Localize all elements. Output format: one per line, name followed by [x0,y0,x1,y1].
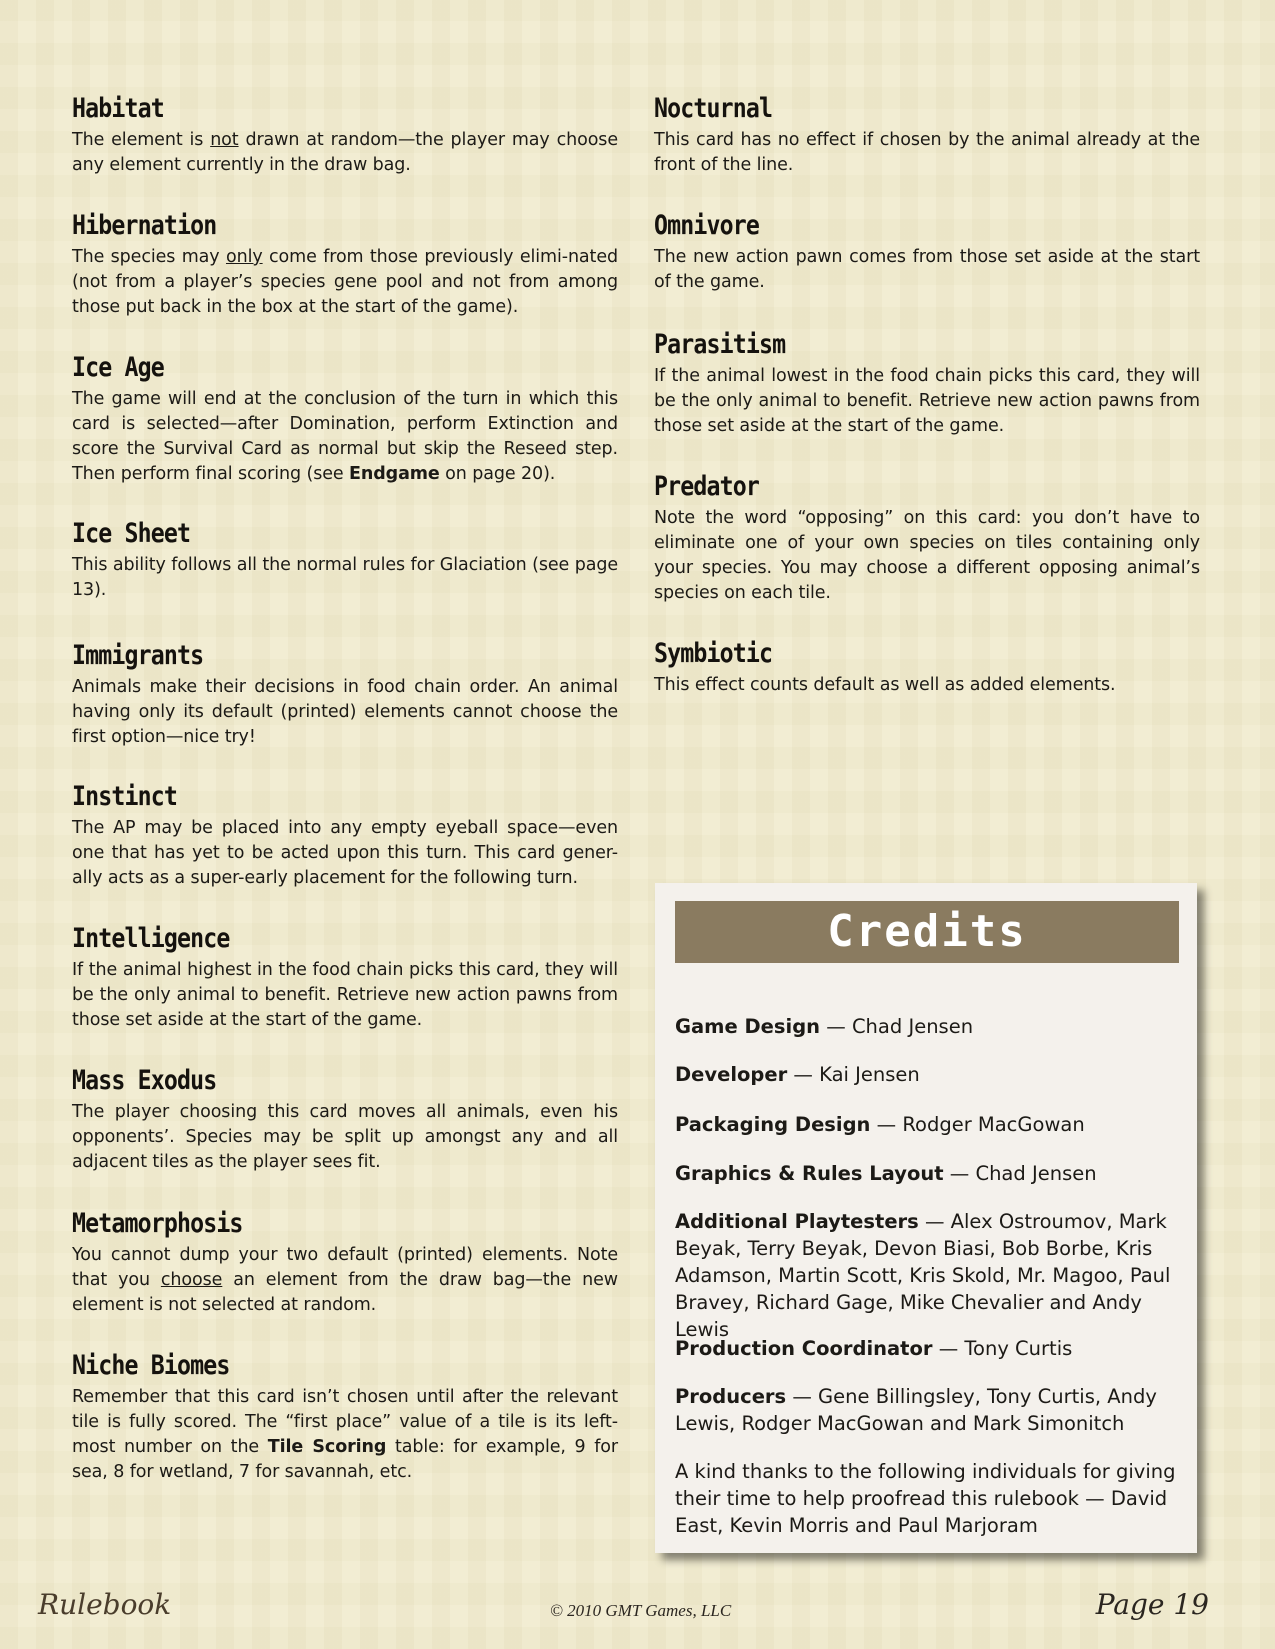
text-run: If the animal highest in the food chain picks this card, they will be the only animal to benefit. Retrieve new action pawns from those set aside at the start of the game. [72,960,618,1030]
entry-text [72,245,618,320]
entry-text [654,673,1200,698]
credit-role: Developer [675,1063,788,1086]
entry-text [72,675,618,750]
entry-title: Ice Age [72,352,164,383]
text-run: drawn at random—the player may choose any element currently in the draw bag. [72,130,618,175]
text-run: Remember that this card isn’t chosen until after the relevant tile is fully scored. The “first place” value of a tile is its left-most number on the [72,1387,618,1457]
credit-developer [675,1061,1185,1088]
text-run: The player choosing this card moves all animals, even his opponents’. Species may be split up amongst any and all adjacent tiles as the player sees fit. [72,1102,618,1172]
footer-page-number: Page 19 [1095,1588,1209,1621]
entry-text [72,387,618,487]
credit-names: — Kai Jensen [787,1063,920,1086]
credit-game-design [675,1013,1185,1040]
entry-text [654,245,1200,295]
entry-instinct [72,780,618,891]
entry-title: Metamorphosis [72,1208,243,1239]
text-run: Tile Scoring [267,1437,387,1457]
text-run: The AP may be placed into any empty eyeball space—even one that has yet to be acted upon this turn. This card gener-ally acts as a super-early placement for the following turn. [72,818,618,888]
credit-role: Game Design [675,1015,821,1038]
entry-title: Intelligence [72,923,230,954]
text-run: on page 20). [439,464,556,484]
credit-names: — Chad Jensen [943,1162,1097,1185]
entry-niche-biomes [72,1349,618,1485]
credit-role: Packaging Design [675,1113,871,1136]
entry-ice-sheet [72,517,618,603]
text-run: This card has no effect if chosen by the animal already at the front of the line. [654,130,1200,175]
entry-text [72,128,618,178]
credit-names: — Tony Curtis [932,1337,1073,1360]
entry-metamorphosis [72,1207,618,1318]
text-run: table: for example, 9 for sea, 8 for wetland, 7 for savannah, etc. [72,1437,619,1482]
text-run: not [210,130,239,150]
entry-symbiotic [654,637,1200,698]
entry-text [72,816,618,891]
text-run: choose [160,1270,223,1290]
text-run: Animals make their decisions in food chain order. An animal having only its default (printed) elements cannot choose the first option—nice try! [72,677,618,747]
text-run: only [225,247,263,267]
entry-title: Symbiotic [654,638,773,669]
entry-text [654,128,1200,178]
text-run: The element is [72,130,211,150]
credit-names: A kind thanks to the following individuals for giving their time to help proofread this rulebook — David East, Kevin Morris and Paul Marjoram [675,1460,1176,1537]
entry-text [72,1243,618,1318]
credit-names: — Alex Ostroumov, Mark Beyak, Terry Beyak, Devon Biasi, Bob Borbe, Kris Adamson, Martin Scott, Kris Skold, Mr. Magoo, Paul Bravey, Richard Gage, Mike Chevalier and Andy Lewis [675,1210,1171,1341]
credit-role: Producers [675,1385,787,1408]
text-run: The species may [72,247,226,267]
entry-predator [654,470,1200,606]
credit-packaging-design [675,1111,1185,1138]
entry-title: Immigrants [72,640,204,671]
entry-text [72,1385,618,1485]
entry-mass-exodus [72,1064,618,1175]
text-run: If the animal lowest in the food chain picks this card, they will be the only animal to benefit. Retrieve new action pawns from those set aside at the start of the game. [654,366,1200,436]
entry-text [72,958,618,1033]
entry-title: Nocturnal [654,93,773,124]
entry-text [654,506,1200,606]
entry-immigrants [72,639,618,750]
entry-text [72,1100,618,1175]
credit-production-coordinator [675,1335,1185,1362]
credits-box [655,883,1197,1553]
entry-text [654,364,1200,439]
credit-role: Production Coordinator [675,1337,933,1360]
credit-names: — Rodger MacGowan [870,1113,1085,1136]
text-run: You cannot dump your two default (printed) elements. Note that you [72,1245,618,1290]
entry-parasitism [654,328,1200,439]
entry-title: Omnivore [654,210,759,241]
credit-graphics-rules-layout [675,1160,1185,1187]
credit-producers [675,1383,1185,1437]
entry-text [72,553,618,603]
entry-nocturnal [654,92,1200,178]
entry-habitat [72,92,618,178]
footer-rulebook-label: Rulebook [38,1588,172,1621]
text-run: This effect counts default as well as added elements. [654,675,1116,695]
entry-title: Instinct [72,781,177,812]
text-run: come from those previously elimi-nated (not from a player’s species gene pool and not from among those put back in the box at the start of the game). [72,247,618,317]
entry-title: Ice Sheet [72,518,191,549]
text-run: The game will end at the conclusion of the turn in which this card is selected—after Domination, perform Extinction and score the Survival Card as normal but skip the Reseed step. Then perform final scoring (see [72,389,618,484]
credit-names: — Gene Billingsley, Tony Curtis, Andy Lewis, Rodger MacGowan and Mark Simonitch [675,1385,1157,1435]
entry-ice-age [72,351,618,487]
entry-intelligence [72,922,618,1033]
text-run: The new action pawn comes from those set aside at the start of the game. [654,247,1200,292]
entry-title: Habitat [72,93,164,124]
entry-hibernation [72,209,618,320]
credit-role: Additional Playtesters [675,1210,919,1233]
entry-title: Hibernation [72,210,217,241]
credit-thanks [675,1458,1185,1539]
credits-title: Credits [675,901,1179,963]
text-run: This ability follows all the normal rules for Glaciation (see page 13). [72,555,618,600]
entry-title: Niche Biomes [72,1350,230,1381]
footer-copyright: © 2010 GMT Games, LLC [550,1601,732,1620]
entry-title: Mass Exodus [72,1065,217,1096]
credit-additional-playtesters [675,1208,1185,1343]
entry-title: Predator [654,471,759,502]
text-run: Endgame [349,464,440,484]
text-run: an element from the draw bag—the new element is not selected at random. [72,1270,618,1315]
entry-omnivore [654,209,1200,295]
credit-role: Graphics & Rules Layout [675,1162,944,1185]
credit-names: — Chad Jensen [820,1015,974,1038]
entry-title: Parasitism [654,329,786,360]
text-run: Note the word “opposing” on this card: you don’t have to eliminate one of your own species on tiles containing only your species. You may choose a different opposing animal’s species on each tile. [654,508,1200,603]
